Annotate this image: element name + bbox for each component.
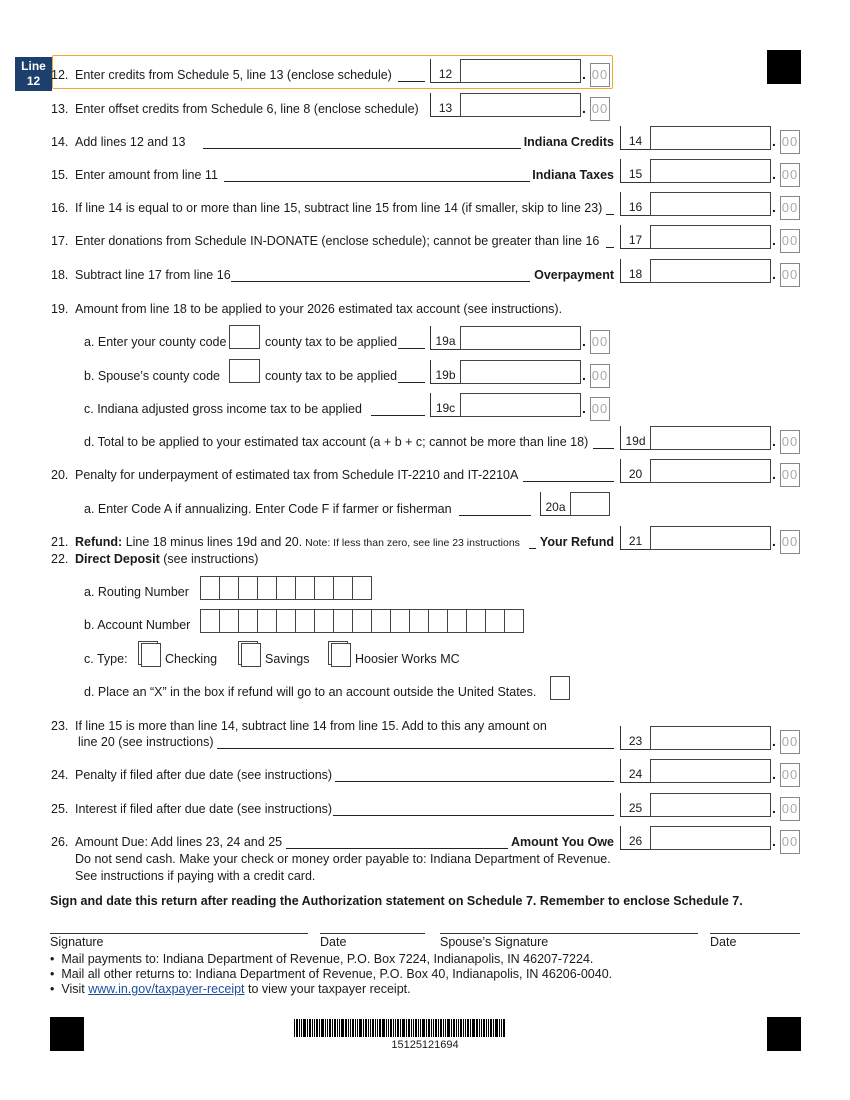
barcode-bar [467,1019,469,1037]
leader-line [606,214,614,215]
barcode-bar [465,1019,466,1037]
line-text-2: county tax to be applied [265,335,398,349]
barcode-bar [355,1019,356,1037]
decimal-point: . [772,766,776,782]
barcode-bar [447,1019,450,1037]
decimal-point: . [582,100,586,116]
line-number: 14. [51,135,69,149]
cents-field-19c[interactable]: 00 [590,397,610,421]
line-12 [0,68,850,88]
amount-field-25[interactable] [650,793,771,817]
mail-payments-item: • Mail payments to: Indiana Department of Revenue, P.O. Box 7224, Indianapolis, IN 46207-7224. [50,952,594,966]
visit-text: Visit [61,982,85,996]
line-box-14: 14 [620,126,650,150]
line-label: Amount You Owe [510,835,614,849]
cents-field-17[interactable]: 00 [780,229,800,253]
savings-checkbox[interactable] [241,643,261,667]
barcode-bar [400,1019,401,1037]
leader-line [231,281,530,282]
line-text: If line 14 is equal to or more than line 15, subtract line 15 from line 14 (if smaller, skip to line 23) [75,201,603,215]
amount-field-19b[interactable] [460,360,581,384]
line-number: 16. [51,201,69,215]
hoosier-works-checkbox[interactable] [331,643,351,667]
line-text: Enter offset credits from Schedule 6, line 8 (enclose schedule) [75,102,419,116]
barcode-bar [368,1019,369,1037]
leader-line [529,548,536,549]
line-box-21: 21 [620,526,650,550]
barcode-bar [348,1019,349,1037]
line-text: a. Enter Code A if annualizing. Enter Code F if farmer or fisherman [84,502,452,516]
barcode-bar [440,1019,442,1037]
line-text-2: county tax to be applied [265,369,398,383]
amount-field-19d[interactable] [650,426,771,450]
leader-line [606,247,614,248]
cents-field-12[interactable]: 00 [590,63,610,87]
line-number: 19. [51,302,69,316]
barcode-bar [332,1019,333,1037]
line-21-text [75,535,520,549]
barcode-bar [334,1019,336,1037]
barcode-bar [386,1019,387,1037]
barcode-bar [359,1019,362,1037]
barcode-bar [479,1019,480,1037]
barcode-bar [451,1019,452,1037]
barcode-bar [365,1019,367,1037]
decimal-point: . [772,800,776,816]
routing-number-field[interactable] [200,576,371,600]
line-22d [0,685,850,705]
line-number: 18. [51,268,69,282]
decimal-point: . [582,66,586,82]
line-number: 23. [51,719,69,733]
taxpayer-receipt-link[interactable]: www.in.gov/taxpayer-receipt [88,982,245,996]
barcode-bar [445,1019,446,1037]
cents-field-20[interactable]: 00 [780,463,800,487]
barcode-bar [481,1019,482,1037]
amount-field-19c[interactable] [460,393,581,417]
direct-deposit-title: Direct Deposit [75,552,160,566]
barcode-bar [397,1019,399,1037]
line-box-19d: 19d [620,426,650,450]
decimal-point: . [772,266,776,282]
line-number: 21. [51,535,69,549]
line-text: a. Routing Number [84,585,189,599]
line-number: 17. [51,234,69,248]
line-label: Overpayment [534,268,614,282]
barcode-number: 15125121694 [391,1039,459,1051]
line-number: 26. [51,835,69,849]
line-text-2: Do not send cash. Make your check or money order payable to: Indiana Department of Revenue. [75,852,611,866]
barcode-bar [309,1019,311,1037]
barcode-bar [438,1019,439,1037]
barcode-bar [345,1019,347,1037]
line-text: b. Spouse’s county code [84,369,220,383]
barcode-bar [456,1019,457,1037]
cents-field-25[interactable]: 00 [780,797,800,821]
barcode-bar [402,1019,405,1037]
decimal-point: . [582,333,586,349]
date-label-1: Date [320,935,347,949]
barcode-bar [422,1019,425,1037]
amount-field-19a[interactable] [460,326,581,350]
amount-field-24[interactable] [650,759,771,783]
barcode-bar [460,1019,462,1037]
leader-line [593,448,614,449]
line-text: b. Account Number [84,618,191,632]
line-20a [0,502,850,522]
line-box-16: 16 [620,192,650,216]
line-box-25: 25 [620,793,650,817]
barcode-bar [420,1019,421,1037]
barcode-bar [388,1019,389,1037]
line-text: c. Type: [84,652,128,666]
line-number: 15. [51,168,69,182]
cents-field-13[interactable]: 00 [590,97,610,121]
barcode-bar [472,1019,475,1037]
signature-label: Signature [50,935,104,949]
cents-field-21[interactable]: 00 [780,530,800,554]
cents-field-24[interactable]: 00 [780,763,800,787]
line-number: 24. [51,768,69,782]
line-text: d. Total to be applied to your estimated tax account (a + b + c; cannot be more than line 18) [84,435,589,449]
line-box-20: 20 [620,459,650,483]
barcode-bar [321,1019,324,1037]
barcode-bar [418,1019,419,1037]
visit-item: • Visit www.in.gov/taxpayer-receipt to view your taxpayer receipt. [50,982,411,996]
leader-line [224,181,530,182]
amount-field-23[interactable] [650,726,771,750]
decimal-point: . [772,433,776,449]
barcode-bar [303,1019,306,1037]
barcode-bar [408,1019,410,1037]
decimal-point: . [772,232,776,248]
line-number: 12. [51,68,69,82]
barcode-bar [390,1019,392,1037]
checking-label: Checking [165,652,218,666]
line-text: Interest if filed after due date (see instructions) [75,802,333,816]
line-box-19b: 19b [430,360,460,384]
barcode-bar [375,1019,376,1037]
decimal-point: . [772,199,776,215]
line-text: Penalty for underpayment of estimated tax from Schedule IT-2210 and IT-2210A [75,468,519,482]
barcode-bar [325,1019,326,1037]
spouse-county-code-field[interactable] [229,359,260,383]
barcode-bar [499,1019,500,1037]
spouse-signature-label: Spouse’s Signature [440,935,549,949]
line-22 [0,552,850,572]
line-text: Amount Due: Add lines 23, 24 and 25 [75,835,283,849]
line-text-2: line 20 (see instructions) [78,735,214,749]
barcode-bar [377,1019,378,1037]
cents-field-14[interactable]: 00 [780,130,800,154]
decimal-point: . [772,166,776,182]
line-19b [0,369,850,389]
line-text: Enter donations from Schedule IN-DONATE (enclose schedule); cannot be greater than line 16 [75,234,600,248]
barcode-bar [495,1019,498,1037]
barcode-bar [329,1019,331,1037]
cents-field-19d[interactable]: 00 [780,430,800,454]
barcode-bar [379,1019,381,1037]
barcode-bar [406,1019,407,1037]
line-text: Enter amount from line 11 [75,168,218,182]
line-text: Line 18 minus lines 19d and 20. [122,535,303,549]
line-19 [0,302,850,322]
cents-field-18[interactable]: 00 [780,263,800,287]
line-text: (see instructions) [159,552,259,566]
barcode-bar [413,1019,414,1037]
barcode-bar [296,1019,298,1037]
amount-field-16[interactable] [650,192,771,216]
barcode-bar [316,1019,318,1037]
line-26-note-2 [0,869,850,889]
line-text: d. Place an “X” in the box if refund will go to an account outside the United States. [84,685,537,699]
cents-field-23[interactable]: 00 [780,730,800,754]
line-22c [0,652,850,672]
line-box-19a: 19a [430,326,460,350]
decimal-point: . [772,533,776,549]
barcode-bar [382,1019,385,1037]
leader-line [523,481,614,482]
savings-label: Savings [265,652,310,666]
line-box-24: 24 [620,759,650,783]
barcode-bar [453,1019,455,1037]
date-label-2: Date [710,935,737,949]
line-text: Amount from line 18 to be applied to your 2026 estimated tax account (see instructions). [75,302,563,316]
line-text: a. Enter your county code [84,335,227,349]
mail-payments-text: Mail payments to: Indiana Department of Revenue, P.O. Box 7224, Indianapolis, IN 46207-7224. [61,952,594,966]
barcode-bar [393,1019,394,1037]
amount-field-12[interactable] [460,59,581,83]
barcode-bar [433,1019,434,1037]
amount-field-15[interactable] [650,159,771,183]
barcode-bar [503,1019,505,1037]
line-box-20a: 20a [540,492,570,516]
date-line-1[interactable] [320,933,425,934]
leader-line [371,415,425,416]
barcode-bar [476,1019,478,1037]
line-label: Your Refund [539,535,614,549]
amount-field-26[interactable] [650,826,771,850]
line-number: 25. [51,802,69,816]
line-22a [0,585,850,605]
decimal-point: . [772,466,776,482]
refund-word: Refund: [75,535,123,549]
cents-field-19a[interactable]: 00 [590,330,610,354]
leader-line [398,348,425,349]
barcode-bar [458,1019,459,1037]
barcode-bar [483,1019,485,1037]
account-number-field[interactable] [200,609,523,633]
line-text: Enter credits from Schedule 5, line 13 (enclose schedule) [75,68,392,82]
barcode-bar [411,1019,412,1037]
amount-field-14[interactable] [650,126,771,150]
barcode-bar [341,1019,344,1037]
barcode [294,1019,556,1037]
leader-line [398,81,425,82]
barcode-bar [350,1019,351,1037]
signature-line[interactable] [50,933,308,934]
barcode-bar [488,1019,489,1037]
line-19a [0,335,850,355]
line-note: Note: If less than zero, see line 23 instructions [302,537,520,549]
line-box-15: 15 [620,159,650,183]
line-box-17: 17 [620,225,650,249]
spouse-signature-line[interactable] [440,933,698,934]
barcode-bar [486,1019,487,1037]
barcode-bar [493,1019,494,1037]
line-number: 13. [51,102,69,116]
leader-line [203,148,521,149]
amount-field-13[interactable] [460,93,581,117]
county-code-field[interactable] [229,325,260,349]
line-box-18: 18 [620,259,650,283]
barcode-bar [415,1019,417,1037]
amount-field-17[interactable] [650,225,771,249]
barcode-bar [463,1019,464,1037]
barcode-bar [370,1019,371,1037]
line-number: 20. [51,468,69,482]
line-text: Subtract line 17 from line 16 [75,268,231,282]
checking-checkbox[interactable] [141,643,161,667]
hoosier-works-label: Hoosier Works MC [355,652,460,666]
cents-field-16[interactable]: 00 [780,196,800,220]
leader-line [335,781,614,782]
leader-line [286,848,508,849]
barcode-bar [363,1019,364,1037]
barcode-bar [357,1019,358,1037]
barcode-bar [307,1019,308,1037]
foreign-account-checkbox[interactable] [550,676,570,700]
barcode-bar [352,1019,354,1037]
barcode-bar [426,1019,427,1037]
badge-number: 12 [26,74,41,88]
line-label: Indiana Credits [523,135,614,149]
line-box-12: 12 [430,59,460,83]
line-label: Indiana Taxes [532,168,614,182]
amount-field-21[interactable] [650,526,771,550]
barcode-bar [327,1019,328,1037]
line-22-text [75,552,258,566]
cents-field-19b[interactable]: 00 [590,364,610,388]
decimal-point: . [582,367,586,383]
barcode-bar [294,1019,295,1037]
barcode-bar [431,1019,432,1037]
line-text: c. Indiana adjusted gross income tax to be applied [84,402,362,416]
barcode-bar [395,1019,396,1037]
line-box-13: 13 [430,93,460,117]
mail-others-text: Mail all other returns to: Indiana Department of Revenue, P.O. Box 40, Indianapolis, IN 46206-0040. [61,967,613,981]
line-text-3: See instructions if paying with a credit card. [75,869,316,883]
barcode-bar [501,1019,502,1037]
leader-line [333,815,614,816]
amount-field-18[interactable] [650,259,771,283]
sign-instruction: Sign and date this return after reading the Authorization statement on Schedule 7. Remember to enclose Schedule 7. [50,894,743,908]
cents-field-15[interactable]: 00 [780,163,800,187]
barcode-bar [443,1019,444,1037]
amount-field-20[interactable] [650,459,771,483]
cents-field-26[interactable]: 00 [780,830,800,854]
line-text: Add lines 12 and 13 [75,135,186,149]
decimal-point: . [772,733,776,749]
line-number: 22. [51,552,69,566]
badge-word: Line [21,59,46,73]
barcode-bar [314,1019,315,1037]
visit-tail-text: to view your taxpayer receipt. [248,982,411,996]
barcode-bar [337,1019,338,1037]
barcode-bar [490,1019,492,1037]
line-text: Penalty if filed after due date (see instructions) [75,768,333,782]
barcode-bar [435,1019,437,1037]
barcode-bar [299,1019,300,1037]
line-box-26: 26 [620,826,650,850]
barcode-bar [339,1019,340,1037]
line-19c [0,402,850,422]
line-text: If line 15 is more than line 14, subtract line 14 from line 15. Add to this any amount on [75,719,547,733]
decimal-point: . [582,400,586,416]
leader-line [459,515,531,516]
barcode-bar [428,1019,430,1037]
barcode-bar [301,1019,302,1037]
line-box-23: 23 [620,726,650,750]
decimal-point: . [772,133,776,149]
leader-line [217,748,614,749]
barcode-bar [312,1019,313,1037]
barcode-bar [319,1019,320,1037]
decimal-point: . [772,833,776,849]
leader-line [398,382,425,383]
line-box-19c: 19c [430,393,460,417]
date-line-2[interactable] [710,933,800,934]
barcode-bar [470,1019,471,1037]
code-field-20a[interactable] [570,492,610,516]
line-13 [0,102,850,122]
mail-others-item: • Mail all other returns to: Indiana Department of Revenue, P.O. Box 40, Indianapolis, IN 46206-0040. [50,967,613,981]
barcode-bar [372,1019,374,1037]
